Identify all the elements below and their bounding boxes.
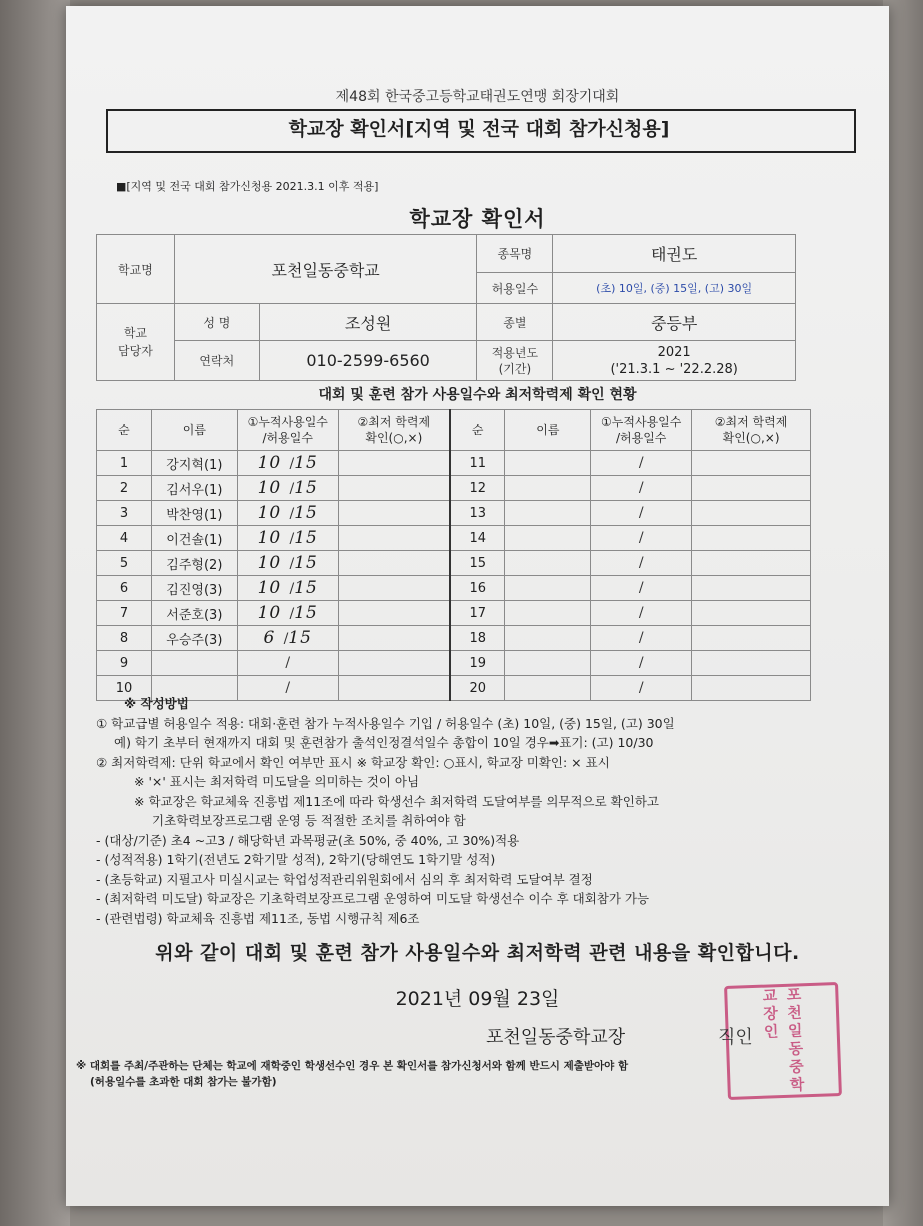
- used-days: 10: [257, 553, 282, 573]
- student-name-text: 김진영(3): [166, 582, 223, 598]
- instructions: [96, 694, 886, 928]
- issue-date: 2021년 09월 23일: [395, 988, 560, 1010]
- row-number-text: 14: [469, 530, 486, 546]
- year-value: [553, 341, 796, 381]
- contact-group-label-1: 학교: [123, 326, 148, 340]
- background-surface-right: [883, 0, 923, 1226]
- student-name: [151, 476, 237, 501]
- student-name: [505, 576, 591, 601]
- days-cell: [237, 526, 338, 551]
- row-number: [450, 501, 505, 526]
- col-name-right: 이름: [505, 410, 591, 451]
- student-name: [505, 501, 591, 526]
- row-number-text: 2: [119, 480, 129, 496]
- col-days-2: /허용일수: [615, 431, 667, 445]
- days-slash: /: [289, 556, 295, 572]
- roster-body: [97, 410, 811, 701]
- student-name: [151, 601, 237, 626]
- col-days-2: /허용일수: [262, 431, 313, 445]
- student-name: [505, 651, 591, 676]
- school-label: 학교명: [97, 235, 175, 304]
- row-number: [450, 601, 505, 626]
- row-number-text: 3: [119, 505, 129, 521]
- instruction-line: - (대상/기준) 초4 ~고3 / 해당학년 과목평균(초 50%, 중 40%, 고 30%)적용: [96, 832, 520, 848]
- days-slash: /: [638, 580, 644, 596]
- row-number-text: 7: [119, 605, 129, 621]
- days-slash: /: [289, 531, 295, 547]
- used-days: 10: [257, 528, 282, 548]
- row-number-text: 16: [469, 580, 486, 596]
- days-cell: [591, 451, 692, 476]
- days-cell: [591, 476, 692, 501]
- applicability-note: ■[지역 및 전국 대회 참가신청용 2021.3.1 이후 적용]: [116, 180, 379, 193]
- footnote-line: (허용일수를 초과한 대회 참가는 불가함): [90, 1076, 277, 1088]
- row-number: [97, 476, 152, 501]
- row-number: [450, 551, 505, 576]
- table-row: [97, 626, 811, 651]
- year-label-1: 적용년도: [491, 345, 539, 360]
- document-title: 학교장 확인서: [409, 207, 546, 231]
- row-number-text: 6: [119, 580, 129, 596]
- days-cell: [237, 651, 338, 676]
- days-slash: /: [638, 605, 644, 621]
- table-row: [97, 551, 811, 576]
- row-number-text: 8: [119, 630, 129, 646]
- col-days-right: [591, 410, 692, 451]
- days-record: [257, 528, 318, 548]
- academic-check-cell: [338, 526, 450, 551]
- year: 2021: [657, 344, 691, 360]
- row-number-text: 5: [119, 555, 129, 571]
- col-no-right: 순: [450, 410, 505, 451]
- principal-title: 포천일동중학교장: [486, 1027, 626, 1048]
- row-number: [97, 626, 152, 651]
- col-academic-2: 확인(○,×): [722, 431, 780, 445]
- event-name: 제48회 한국중고등학교태권도연맹 회장기대회: [335, 89, 620, 105]
- sport-label: 종목명: [477, 235, 553, 273]
- days-slash: /: [283, 631, 289, 647]
- student-name-text: 김주형(2): [166, 557, 223, 573]
- days-slash: /: [638, 555, 644, 571]
- days-slash: /: [638, 680, 644, 696]
- name-label: 성 명: [174, 304, 259, 341]
- col-days-1: ①누적사용일수: [601, 415, 682, 429]
- row-number-text: 17: [469, 605, 486, 621]
- instruction-line: - (초등학교) 지필고사 미실시교는 학업성적관리위원회에서 심의 후 최저학력 도달여부 결정: [96, 871, 593, 887]
- allowed-days: 15: [294, 478, 318, 498]
- used-days: 10: [257, 578, 282, 598]
- row-number: [97, 601, 152, 626]
- allowed-days: 15: [294, 553, 318, 573]
- student-name-text: 박찬영(1): [166, 507, 223, 523]
- days-slash: /: [638, 455, 644, 471]
- row-number: [97, 551, 152, 576]
- student-name: [151, 526, 237, 551]
- days-record: [257, 453, 318, 473]
- academic-check-cell: [338, 601, 450, 626]
- row-number: [450, 526, 505, 551]
- table-row: [97, 451, 811, 476]
- days-record: [257, 503, 318, 523]
- academic-check-cell: [692, 601, 811, 626]
- table-row: [97, 651, 811, 676]
- days-slash: /: [638, 655, 644, 671]
- days-cell: [237, 626, 338, 651]
- academic-check-cell: [692, 651, 811, 676]
- table-row: [97, 501, 811, 526]
- instruction-line: 예) 학기 초부터 현재까지 대회 및 훈련참가 출석인정결석일수 총합이 10일 경우➡표기: (고) 10/30: [114, 735, 654, 750]
- student-name: [151, 501, 237, 526]
- seal-mark-label: 직인: [718, 1027, 753, 1048]
- days-cell: [237, 601, 338, 626]
- student-name-text: 강지혁(1): [166, 457, 223, 473]
- academic-check-cell: [338, 576, 450, 601]
- academic-check-cell: [692, 576, 811, 601]
- days-slash: /: [285, 655, 291, 671]
- instruction-line: - (관련법령) 학교체육 진흥법 제11조, 동법 시행규칙 제6조: [96, 910, 420, 926]
- days-slash: /: [638, 505, 644, 521]
- academic-check-cell: [692, 526, 811, 551]
- days-cell: [237, 476, 338, 501]
- student-name: [505, 526, 591, 551]
- allowed-days-value: (초) 10일, (중) 15일, (고) 30일: [553, 273, 796, 304]
- allowed-days: 15: [294, 578, 318, 598]
- days-record: [257, 578, 318, 598]
- allowed-days: 15: [294, 528, 318, 548]
- academic-check-cell: [692, 551, 811, 576]
- phone-label: 연락처: [174, 341, 259, 381]
- days-record: [257, 478, 318, 498]
- row-number-text: 9: [119, 655, 129, 671]
- row-number: [450, 476, 505, 501]
- row-number-text: 13: [469, 505, 486, 521]
- days-cell: [237, 451, 338, 476]
- student-name: [151, 626, 237, 651]
- days-slash: /: [638, 480, 644, 496]
- col-academic-1: ②최저 학력제: [714, 415, 788, 429]
- days-slash: /: [638, 530, 644, 546]
- document-page: [66, 6, 889, 1206]
- instruction-line: - (최저학력 미도달) 학교장은 기초학력보장프로그램 운영하여 미도달 학생선수 이수 후 대회참가 가능: [96, 891, 650, 906]
- row-number-text: 20: [469, 680, 486, 696]
- days-record: [263, 628, 312, 648]
- academic-check-cell: [338, 476, 450, 501]
- confirmation-statement: 위와 같이 대회 및 훈련 참가 사용일수와 최저학력 관련 내용을 확인합니다.: [155, 942, 800, 964]
- academic-check-cell: [338, 551, 450, 576]
- academic-check-cell: [338, 501, 450, 526]
- row-number: [97, 451, 152, 476]
- row-number: [450, 626, 505, 651]
- table-row: [97, 576, 811, 601]
- allowed-days: 15: [294, 603, 318, 623]
- used-days: 10: [257, 603, 282, 623]
- days-cell: [591, 626, 692, 651]
- days-record: [257, 603, 318, 623]
- student-name: [151, 651, 237, 676]
- academic-check-cell: [692, 626, 811, 651]
- student-name-text: 우승주(3): [166, 632, 223, 648]
- academic-check-cell: [692, 451, 811, 476]
- table-row: [97, 526, 811, 551]
- col-days-1: ①누적사용일수: [247, 415, 328, 429]
- col-no-left: 순: [97, 410, 152, 451]
- year-label: [477, 341, 553, 381]
- division-value: 중등부: [553, 304, 796, 341]
- row-number: [450, 651, 505, 676]
- col-academic-left: [338, 410, 450, 451]
- used-days: 10: [257, 478, 282, 498]
- background-surface-left: [0, 0, 70, 1226]
- form-title: 학교장 확인서[지역 및 전국 대회 참가신청용]: [288, 118, 670, 140]
- used-days: 10: [257, 503, 282, 523]
- row-number-text: 15: [469, 555, 486, 571]
- academic-check-cell: [692, 501, 811, 526]
- table-row: [97, 476, 811, 501]
- student-name: [505, 601, 591, 626]
- days-cell: [591, 651, 692, 676]
- student-name-text: 이건솔(1): [166, 532, 223, 548]
- allowed-days-label: 허용일수: [477, 273, 553, 304]
- used-days: 6: [263, 628, 276, 648]
- days-cell: [591, 526, 692, 551]
- contact-name: 조성원: [259, 304, 477, 341]
- phone-value: 010-2599-6560: [259, 341, 477, 381]
- academic-check-cell: [692, 476, 811, 501]
- days-cell: [591, 551, 692, 576]
- student-name: [505, 551, 591, 576]
- instructions-heading: ※ 작성방법: [124, 696, 189, 711]
- row-number-text: 18: [469, 630, 486, 646]
- student-name: [505, 451, 591, 476]
- days-record: [285, 656, 290, 671]
- row-number-text: 12: [469, 480, 486, 496]
- row-number-text: 1: [119, 455, 129, 471]
- col-academic-2: 확인(○,×): [365, 431, 423, 445]
- days-slash: /: [289, 481, 295, 497]
- roster-title: 대회 및 훈련 참가 사용일수와 최저학력제 확인 현황: [318, 387, 637, 403]
- academic-check-cell: [338, 451, 450, 476]
- period: ('21.3.1 ~ '22.2.28): [610, 361, 738, 377]
- row-number-text: 10: [115, 680, 133, 696]
- seal-text: 포천일동중학교장인: [760, 986, 806, 1095]
- row-number: [97, 576, 152, 601]
- instruction-line: 기초학력보장프로그램 운영 등 적절한 조치를 취하여야 함: [152, 813, 466, 828]
- days-slash: /: [289, 456, 295, 472]
- days-cell: [591, 601, 692, 626]
- academic-check-cell: [338, 626, 450, 651]
- days-cell: [237, 501, 338, 526]
- instruction-line: ① 학교급별 허용일수 적용: 대회·훈련 참가 누적사용일수 기입 / 허용일수 (초) 10일, (중) 15일, (고) 30일: [96, 715, 675, 731]
- instruction-line: ② 최저학력제: 단위 학교에서 확인 여부만 표시 ※ 학교장 확인: ○표시, 학교장 미확인: × 표시: [96, 754, 610, 770]
- student-name: [151, 451, 237, 476]
- student-name-text: 서준호(3): [166, 607, 223, 623]
- days-slash: /: [289, 581, 295, 597]
- days-cell: [591, 501, 692, 526]
- row-number: [450, 451, 505, 476]
- footnote: [76, 1058, 876, 1090]
- school-info-table: [96, 234, 796, 381]
- days-cell: [591, 576, 692, 601]
- row-number: [450, 576, 505, 601]
- row-number-text: 11: [469, 455, 486, 471]
- days-slash: /: [289, 606, 295, 622]
- row-number-text: 4: [119, 530, 129, 546]
- instruction-line: - (성적적용) 1학기(전년도 2학기말 성적), 2학기(당해연도 1학기말 성적): [96, 852, 496, 867]
- allowed-days: 15: [294, 453, 318, 473]
- days-slash: /: [289, 506, 295, 522]
- days-slash: /: [285, 680, 291, 696]
- sport-value: 태권도: [553, 235, 796, 273]
- contact-group-label-2: 담당자: [118, 344, 153, 358]
- row-number: [97, 651, 152, 676]
- row-number-text: 19: [469, 655, 486, 671]
- student-name: [505, 626, 591, 651]
- col-name-left: 이름: [151, 410, 237, 451]
- row-number: [97, 526, 152, 551]
- student-name: [505, 476, 591, 501]
- days-slash: /: [638, 630, 644, 646]
- school-name: 포천일동중학교: [174, 235, 477, 304]
- year-label-2: (기간): [498, 361, 532, 376]
- academic-check-cell: [338, 651, 450, 676]
- instruction-line: ※ '×' 표시는 최저학력 미도달을 의미하는 것이 아님: [134, 774, 420, 789]
- col-days-left: [237, 410, 338, 451]
- division-label: 종별: [477, 304, 553, 341]
- contact-group-label: [97, 304, 175, 381]
- student-name-text: 김서우(1): [166, 482, 223, 498]
- instruction-line: ※ 학교장은 학교체육 진흥법 제11조에 따라 학생선수 최저학력 도달여부를 의무적으로 확인하고: [134, 793, 659, 809]
- footnote-line: ※ 대회를 주최/주관하는 단체는 학교에 재학중인 학생선수인 경우 본 확인서를 참가신청서와 함께 반드시 제출받아야 함: [76, 1060, 629, 1072]
- days-cell: [237, 551, 338, 576]
- student-name: [151, 576, 237, 601]
- student-name: [151, 551, 237, 576]
- allowed-days: 15: [288, 628, 312, 648]
- col-academic-1: ②최저 학력제: [357, 415, 431, 429]
- used-days: 10: [257, 453, 282, 473]
- roster-header-row: [97, 410, 811, 451]
- roster-table: [96, 409, 811, 701]
- table-row: [97, 601, 811, 626]
- allowed-days: 15: [294, 503, 318, 523]
- col-academic-right: [692, 410, 811, 451]
- row-number: [97, 501, 152, 526]
- days-record: [257, 553, 318, 573]
- days-cell: [237, 576, 338, 601]
